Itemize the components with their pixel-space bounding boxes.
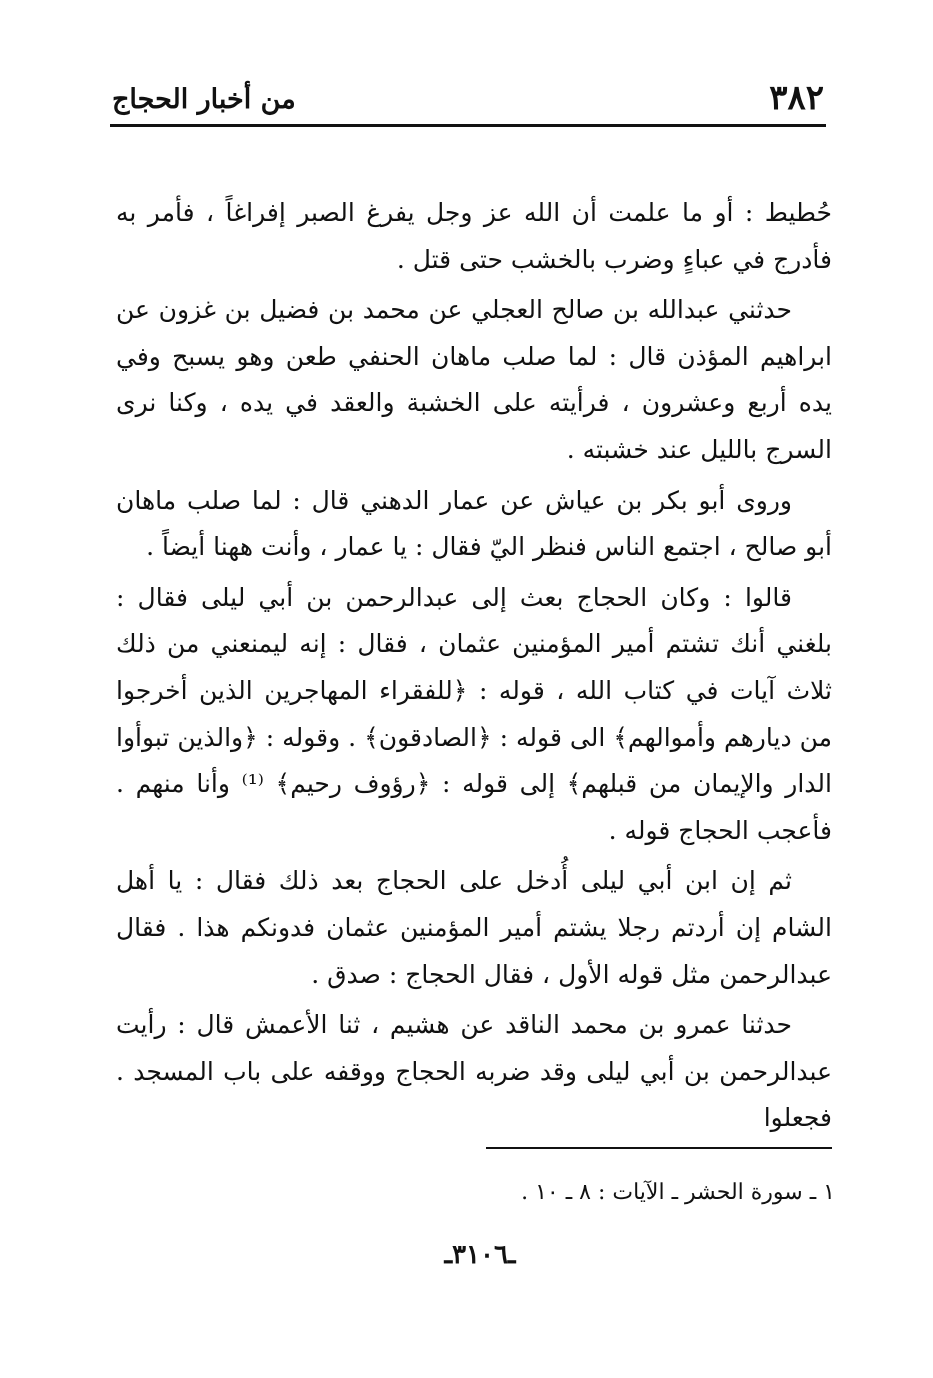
paragraph-1: حُطيط : أو ما علمت أن الله عز وجل يفرغ الصبر إفراغاً ، فأمر به فأدرج في عباءٍ وضرب بالخشب حتى قتل . (116, 198, 832, 274)
paragraph-3: وروى أبو بكر بن عياش عن عمار الدهني قال : لما صلب ماهان أبو صالح ، اجتمع الناس فنظر اليّ فقال : يا عمار ، وأنت ههنا أيضاً . (116, 485, 832, 562)
page-number: ٣٨٢ (769, 78, 824, 118)
paragraph-5: ثم إن ابن أبي ليلى أُدخل على الحجاج بعد ذلك فقال : يا أهل الشام إن أردتم رجلا يشتم أمير المؤمنين عثمان فدونكم هذا . فقال عبدالرحمن مثل قوله الأول ، فقال الحجاج : صدق . (116, 866, 832, 989)
running-title: من أخبار الحجاج (112, 84, 296, 115)
paragraph-2: حدثني عبدالله بن صالح العجلي عن محمد بن فضيل بن غزون عن ابراهيم المؤذن قال : لما صلب ماهان الحنفي طعن وهو يسبح وفي يده أربع وعشرون ، فرأيته على الخشبة والعقد في يده ، وكنا نرى السرج بالليل عند خشبته . (116, 295, 832, 464)
body-text (116, 190, 832, 1146)
footnote-rule (486, 1147, 832, 1149)
header-rule (110, 124, 826, 127)
paragraph-6: حدثنا عمرو بن محمد الناقد عن هشيم ، ثنا الأعمش قال : رأيت عبدالرحمن بن أبي ليلى وقد ضربه الحجاج ووقفه على باب المسجد . فجعلوا (116, 1010, 832, 1133)
paragraph-4: قالوا : وكان الحجاج بعث إلى عبدالرحمن بن أبي ليلى فقال : بلغني أنك تشتم أمير المؤمنين عثمان ، فقال : إنه ليمنعني من ذلك ثلاث آيات في كتاب الله ، قوله : ﴿للفقراء المهاجرين الذين أخرجوا من ديارهم وأموالهم﴾ الى قوله : ﴿الصادقون﴾ . وقوله : ﴿والذين تبوأوا الدار والإيمان من قبلهم﴾ إلى قوله : ﴿رؤوف رحيم﴾ ⁽¹⁾ وأنا منهم . فأعجب الحجاج قوله . (116, 582, 832, 845)
footnote: ١ ـ سورة الحشر ـ الآيات : ٨ ـ ١٠ . (521, 1180, 835, 1205)
folio-number: ـ٣١٠٦ـ (444, 1240, 516, 1270)
page-header (112, 78, 824, 126)
